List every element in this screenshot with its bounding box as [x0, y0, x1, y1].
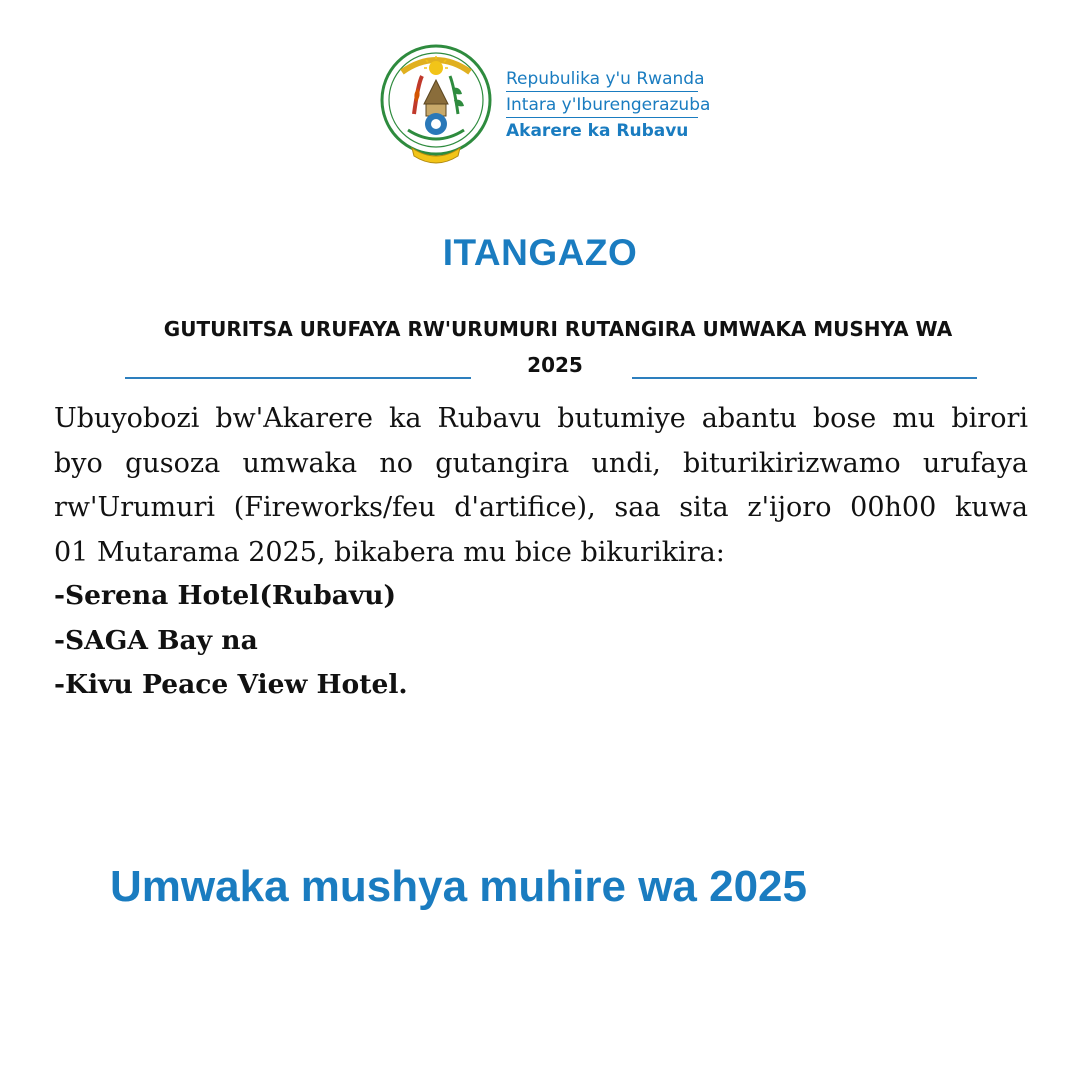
body-line: byo gusoza umwaka no gutangira undi, biturikirizwamo urufaya — [54, 447, 1028, 479]
locations-list — [54, 574, 408, 708]
organization-header — [506, 68, 710, 142]
location-item: -Kivu Peace View Hotel. — [54, 669, 408, 700]
notice-title: ITANGAZO — [442, 232, 638, 273]
location-item: -SAGA Bay na — [54, 624, 258, 656]
notice-subtitle: GUTURITSA URUFAYA RW'URUMURI RUTANGIRA UMWAKA MUSHYA WA — [163, 317, 953, 341]
org-province: Intara y'Iburengerazuba — [506, 95, 711, 115]
org-district: Akarere ka Rubavu — [506, 121, 689, 141]
body-line: rw'Urumuri (Fireworks/feu d'artifice), saa sita z'ijoro 00h00 kuwa — [54, 492, 1028, 523]
org-country: Repubulika y'u Rwanda — [506, 69, 705, 89]
coat-of-arms-emblem — [378, 44, 494, 170]
notice-body — [54, 397, 1028, 575]
body-line: 01 Mutarama 2025, bikabera mu bice bikurikira: — [54, 536, 725, 568]
coat-of-arms-icon — [378, 44, 494, 170]
location-item: -Serena Hotel(Rubavu) — [54, 580, 397, 611]
org-divider — [506, 117, 698, 118]
notice-subtitle-year: 2025 — [527, 353, 583, 377]
subtitle-rule-right — [632, 377, 977, 379]
body-line: Ubuyobozi bw'Akarere ka Rubavu butumiye abantu bose mu birori — [54, 403, 1028, 434]
org-divider — [506, 91, 698, 92]
closing-greeting: Umwaka mushya muhire wa 2025 — [110, 862, 807, 911]
subtitle-rule-left — [125, 377, 471, 379]
